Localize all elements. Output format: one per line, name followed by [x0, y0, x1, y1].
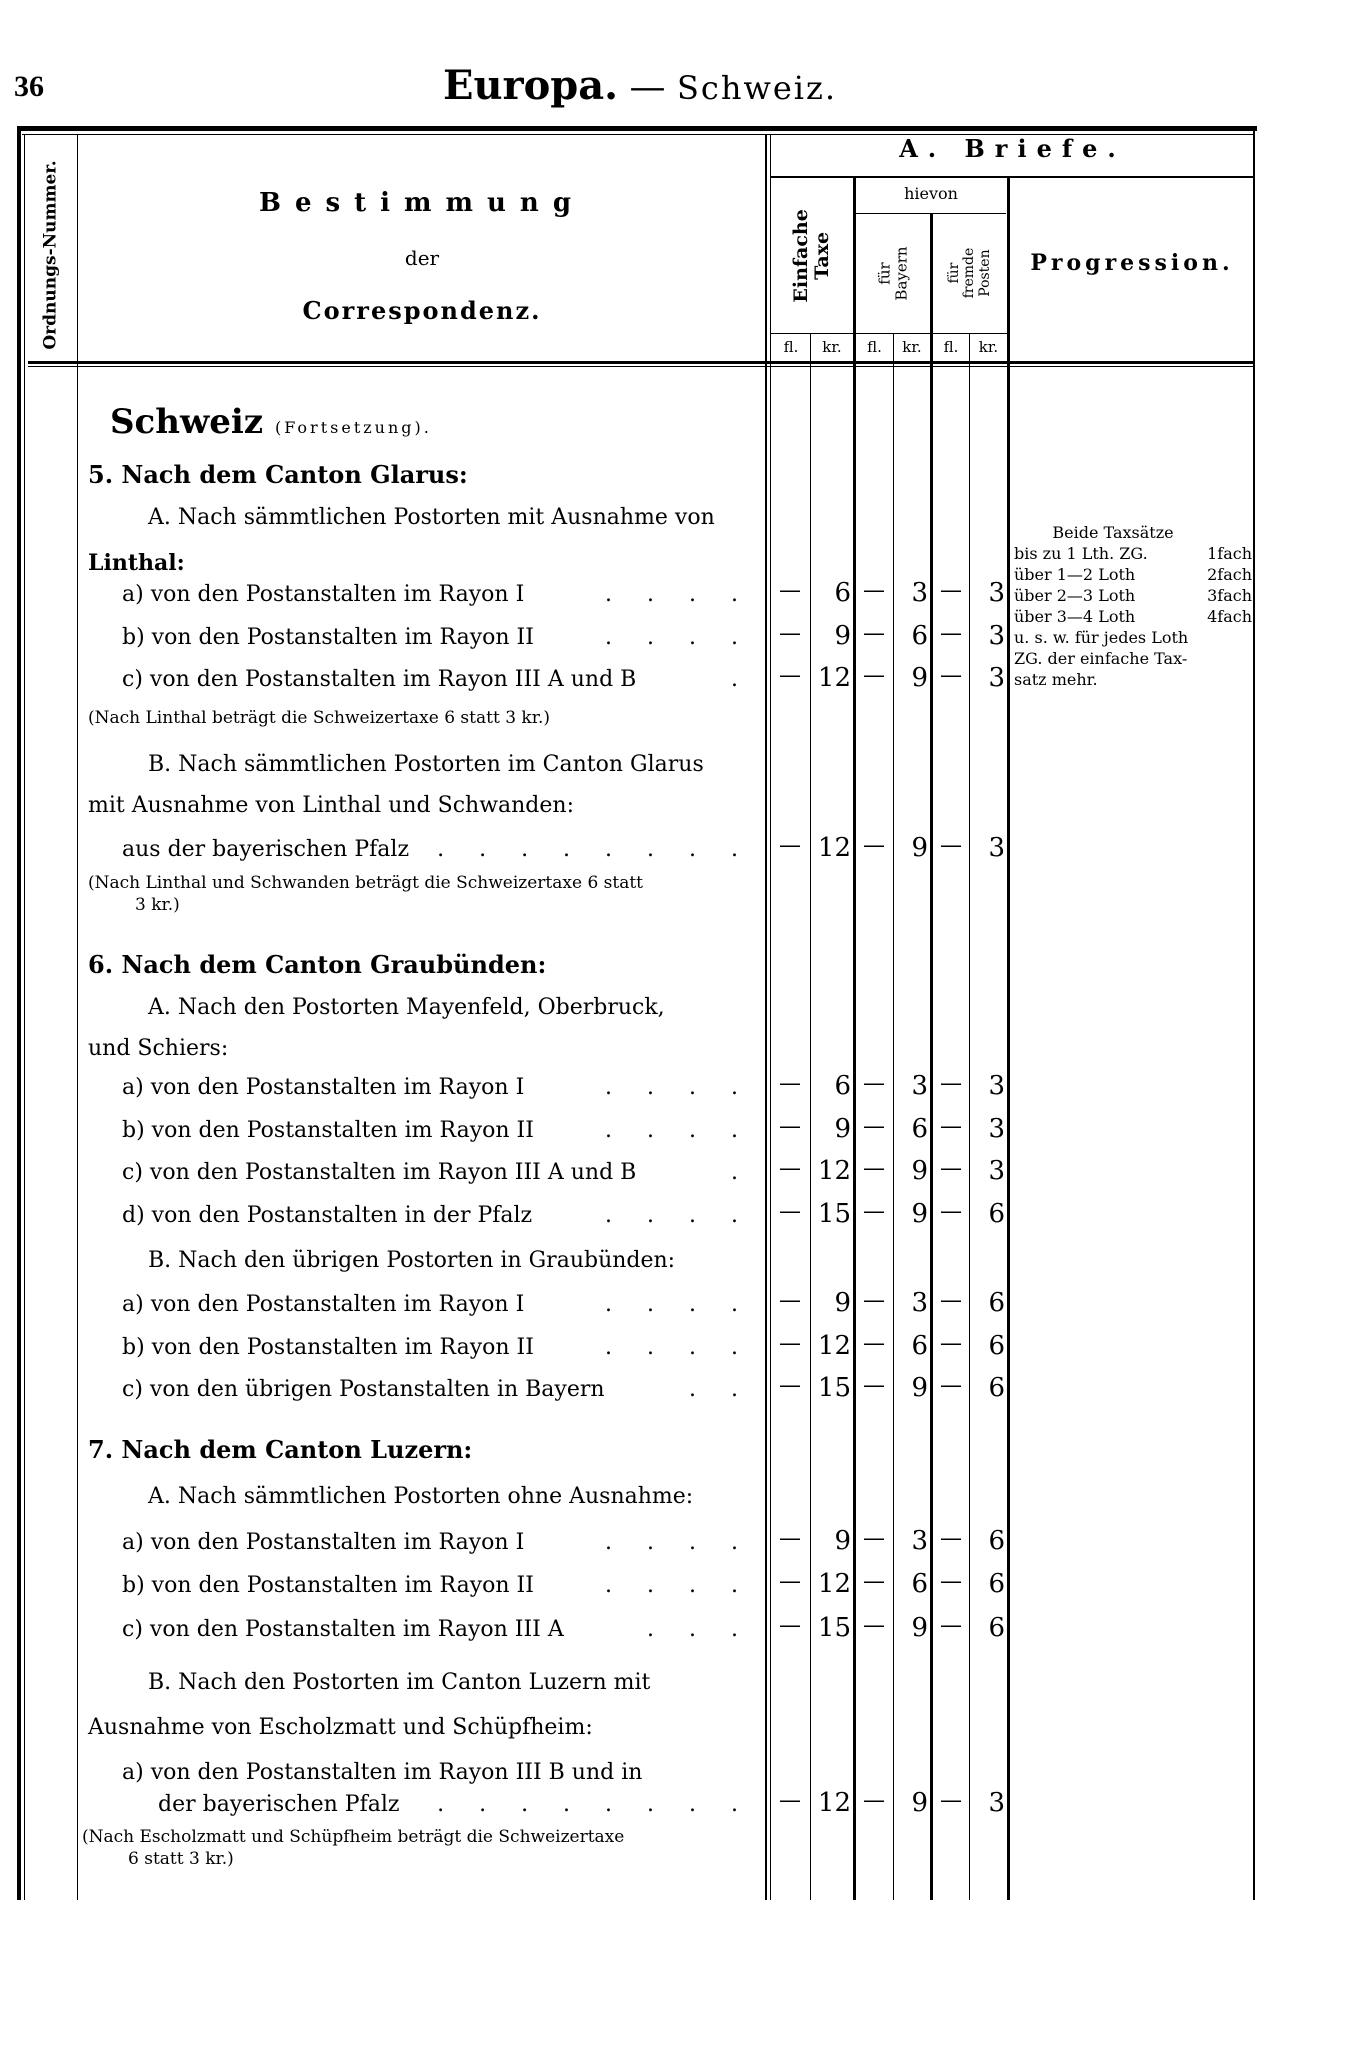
- cell-einfach-fl: —: [779, 1788, 801, 1813]
- cell-einfach-kr: 15: [817, 1199, 851, 1229]
- cell-bayern-fl: —: [863, 1788, 885, 1813]
- progression-line: [1014, 564, 1252, 585]
- row-label: c) von den Postanstalten im Rayon III A und B: [122, 1160, 637, 1185]
- row-label: a) von den Postanstalten im Rayon I: [122, 1075, 525, 1100]
- cell-bayern-fl: —: [863, 1373, 885, 1398]
- fuer-bayern-label: für Bayern: [875, 246, 910, 301]
- row-label: d) von den Postanstalten in der Pfalz: [122, 1203, 533, 1228]
- leader-dots: . .: [689, 1377, 752, 1402]
- cell-fremd-kr: 6: [988, 1288, 1005, 1318]
- progression-line-left: über 2—3 Loth: [1014, 586, 1136, 605]
- cell-bayern-kr: 9: [911, 833, 928, 863]
- cell-einfach-kr: 12: [817, 833, 851, 863]
- leader-dots: . . . . . . . .: [437, 1792, 752, 1817]
- subsection-heading: A. Nach sämmtlichen Postorten mit Ausnahme von: [148, 505, 715, 530]
- cell-fremd-fl: —: [940, 578, 962, 603]
- row-label: der bayerischen Pfalz: [158, 1792, 400, 1817]
- cell-fremd-kr: 6: [988, 1331, 1005, 1361]
- row-label: c) von den Postanstalten im Rayon III A und B: [122, 667, 637, 692]
- subsection-heading: B. Nach den Postorten im Canton Luzern mit: [148, 1670, 651, 1695]
- subsection-heading: B. Nach sämmtlichen Postorten im Canton Glarus: [148, 752, 704, 777]
- progression-line-left: über 1—2 Loth: [1014, 565, 1136, 584]
- row-label: a) von den Postanstalten im Rayon I: [122, 582, 525, 607]
- row-label: aus der bayerischen Pfalz: [122, 837, 410, 862]
- row-label: a) von den Postanstalten im Rayon I: [122, 1292, 525, 1317]
- cell-einfach-fl: —: [779, 1331, 801, 1356]
- bestimmung-correspondenz: Correspondenz.: [302, 296, 542, 325]
- leader-dots: . . . .: [605, 625, 752, 650]
- cell-einfach-kr: 9: [834, 1114, 851, 1144]
- cell-bayern-kr: 6: [911, 1569, 928, 1599]
- cell-fremd-kr: 3: [988, 663, 1005, 693]
- progression-header: Progression.: [1030, 250, 1234, 276]
- cell-einfach-fl: —: [779, 1288, 801, 1313]
- subsection-heading-cont: mit Ausnahme von Linthal und Schwanden:: [88, 793, 574, 818]
- cell-fremd-kr: 6: [988, 1526, 1005, 1556]
- cell-bayern-fl: —: [863, 1199, 885, 1224]
- table-left-inner-border: [24, 134, 25, 1900]
- cell-bayern-fl: —: [863, 1331, 885, 1356]
- row-label: b) von den Postanstalten im Rayon II: [122, 1118, 534, 1143]
- country-note: (Fortsetzung).: [274, 418, 432, 437]
- cell-fremd-kr: 6: [988, 1613, 1005, 1643]
- subsection-heading: B. Nach den übrigen Postorten in Graubünden:: [148, 1248, 676, 1273]
- cell-fremd-kr: 6: [988, 1373, 1005, 1403]
- cell-einfach-kr: 12: [817, 1569, 851, 1599]
- section-briefe-header: A. Briefe.: [899, 134, 1126, 163]
- row-label: c) von den übrigen Postanstalten in Bayern: [122, 1377, 605, 1402]
- cell-fremd-fl: —: [940, 1199, 962, 1224]
- cell-fremd-fl: —: [940, 1373, 962, 1398]
- cell-fremd-fl: —: [940, 833, 962, 858]
- cell-einfach-fl: —: [779, 1156, 801, 1181]
- fuer-fremde-posten-label: für fremde Posten: [945, 248, 993, 299]
- cell-bayern-fl: —: [863, 1071, 885, 1096]
- page-title-sub: Schweiz.: [677, 69, 838, 107]
- cell-einfach-fl: —: [779, 1373, 801, 1398]
- cell-bayern-kr: 6: [911, 1114, 928, 1144]
- leader-dots: . . . .: [605, 1335, 752, 1360]
- col-einfach-right: [853, 178, 856, 1900]
- progression-line-left: über 3—4 Loth: [1014, 607, 1136, 626]
- row-label: c) von den Postanstalten im Rayon III A: [122, 1617, 564, 1642]
- progression-line-left: bis zu 1 Lth. ZG.: [1014, 544, 1148, 563]
- leader-dots: . . . .: [605, 1292, 752, 1317]
- header-bottom-rule-thin: [28, 366, 1254, 367]
- cell-fremd-fl: —: [940, 621, 962, 646]
- leader-dots: .: [731, 667, 752, 692]
- cell-bayern-fl: —: [863, 1526, 885, 1551]
- progression-line: [1014, 543, 1252, 564]
- cell-einfach-fl: —: [779, 1199, 801, 1224]
- subsection-heading-cont: und Schiers:: [88, 1036, 229, 1061]
- cell-einfach-kr: 12: [817, 1331, 851, 1361]
- progression-line-right: 1fach: [1207, 544, 1252, 563]
- cell-einfach-kr: 9: [834, 621, 851, 651]
- page-title-main: Europa.: [442, 62, 619, 109]
- row-label: a) von den Postanstalten im Rayon I: [122, 1530, 525, 1555]
- cell-einfach-kr: 6: [834, 578, 851, 608]
- cell-fremd-fl: —: [940, 663, 962, 688]
- leader-dots: . . . .: [605, 1118, 752, 1143]
- bestimmung-divider-a: [765, 134, 767, 1900]
- cell-fremd-fl: —: [940, 1569, 962, 1594]
- country-name: Schweiz: [110, 402, 264, 442]
- ordnungs-nummer-header: [28, 150, 74, 360]
- cell-fremd-fl: —: [940, 1114, 962, 1139]
- progression-line-right: 3fach: [1207, 586, 1252, 605]
- cell-einfach-kr: 12: [817, 1788, 851, 1818]
- cell-bayern-kr: 3: [911, 1526, 928, 1556]
- cell-einfach-fl: —: [779, 833, 801, 858]
- einfache-taxe-header: [772, 180, 852, 332]
- cell-einfach-kr: 12: [817, 663, 851, 693]
- table-left-border: [17, 126, 21, 1900]
- cell-einfach-fl: —: [779, 1526, 801, 1551]
- row-label: b) von den Postanstalten im Rayon II: [122, 625, 534, 650]
- cell-bayern-kr: 9: [911, 1373, 928, 1403]
- cell-fremd-kr: 3: [988, 1156, 1005, 1186]
- progression-heading: Beide Taxsätze: [1052, 523, 1174, 542]
- cell-fremd-fl: —: [940, 1331, 962, 1356]
- einfache-taxe-label: Einfache Taxe: [790, 209, 834, 303]
- leader-dots: . . .: [647, 1617, 752, 1642]
- progression-tail: ZG. der einfache Tax-: [1014, 649, 1188, 668]
- cell-einfach-kr: 9: [834, 1288, 851, 1318]
- col-fremd-right: [1007, 178, 1010, 1900]
- progression-note: [1014, 522, 1252, 690]
- cell-fremd-kr: 6: [988, 1199, 1005, 1229]
- cell-bayern-fl: —: [863, 833, 885, 858]
- subsection-heading: A. Nach den Postorten Mayenfeld, Oberbruck,: [148, 995, 665, 1020]
- table-top-rule: [17, 126, 1257, 131]
- section-heading: 6. Nach dem Canton Graubünden:: [88, 950, 547, 979]
- cell-bayern-fl: —: [863, 1114, 885, 1139]
- cell-bayern-kr: 3: [911, 1071, 928, 1101]
- cell-bayern-fl: —: [863, 1156, 885, 1181]
- section-heading: 7. Nach dem Canton Luzern:: [88, 1435, 473, 1464]
- country-heading: [110, 402, 432, 442]
- cell-fremd-fl: —: [940, 1526, 962, 1551]
- cell-einfach-kr: 15: [817, 1613, 851, 1643]
- progression-line: [1014, 606, 1252, 627]
- col-bayern-right: [930, 213, 933, 1900]
- cell-fremd-kr: 3: [988, 1071, 1005, 1101]
- bestimmung-divider-b: [770, 134, 771, 1900]
- cell-bayern-fl: —: [863, 621, 885, 646]
- cell-bayern-kr: 3: [911, 1288, 928, 1318]
- fuer-bayern-header: [856, 215, 930, 332]
- cell-bayern-kr: 6: [911, 621, 928, 651]
- cell-bayern-kr: 9: [911, 1199, 928, 1229]
- progression-line: [1014, 585, 1252, 606]
- cell-einfach-fl: —: [779, 1569, 801, 1594]
- cell-bayern-kr: 3: [911, 578, 928, 608]
- cell-bayern-kr: 9: [911, 1788, 928, 1818]
- cell-fremd-fl: —: [940, 1788, 962, 1813]
- page-title: [0, 62, 1280, 109]
- leader-dots: . . . .: [605, 1573, 752, 1598]
- ordnungs-nummer-label: Ordnungs-Nummer.: [41, 160, 61, 350]
- cell-einfach-kr: 9: [834, 1526, 851, 1556]
- bestimmung-der: der: [404, 246, 440, 270]
- briefe-band-rule: [770, 176, 1254, 178]
- subsection-heading-cont: Ausnahme von Escholzmatt und Schüpfheim:: [88, 1715, 593, 1740]
- cell-einfach-fl: —: [779, 663, 801, 688]
- unit-bayern-kr: kr.: [902, 338, 922, 356]
- note: (Nach Linthal beträgt die Schweizertaxe 6 statt 3 kr.): [88, 708, 551, 728]
- cell-bayern-kr: 9: [911, 1156, 928, 1186]
- subsection-heading-cont: Linthal:: [88, 550, 185, 576]
- cell-bayern-kr: 9: [911, 663, 928, 693]
- cell-fremd-kr: 6: [988, 1569, 1005, 1599]
- note: (Nach Linthal und Schwanden beträgt die Schweizertaxe 6 statt: [88, 873, 644, 893]
- row-label: b) von den Postanstalten im Rayon II: [122, 1335, 534, 1360]
- section-heading: 5. Nach dem Canton Glarus:: [88, 460, 468, 489]
- cell-einfach-kr: 12: [817, 1156, 851, 1186]
- note: (Nach Escholzmatt und Schüpfheim beträgt die Schweizertaxe: [82, 1827, 625, 1847]
- page-number: 36: [14, 70, 44, 103]
- progression-tail: u. s. w. für jedes Loth: [1014, 628, 1189, 647]
- row-label: b) von den Postanstalten im Rayon II: [122, 1573, 534, 1598]
- unit-bayern-fl: fl.: [867, 338, 882, 356]
- cell-fremd-kr: 3: [988, 833, 1005, 863]
- progression-line-right: 4fach: [1207, 607, 1252, 626]
- unit-einfach-fl: fl.: [783, 338, 799, 356]
- units-rule: [770, 333, 1008, 334]
- cell-fremd-kr: 3: [988, 1114, 1005, 1144]
- unit-fremd-fl: fl.: [943, 338, 959, 356]
- cell-fremd-fl: —: [940, 1156, 962, 1181]
- cell-fremd-fl: —: [940, 1071, 962, 1096]
- cell-fremd-fl: —: [940, 1613, 962, 1638]
- fuer-fremde-posten-header: [933, 215, 1007, 332]
- note-cont: 6 statt 3 kr.): [128, 1849, 234, 1869]
- cell-einfach-kr: 6: [834, 1071, 851, 1101]
- cell-bayern-fl: —: [863, 578, 885, 603]
- leader-dots: . . . . . . . .: [437, 837, 752, 862]
- cell-bayern-kr: 9: [911, 1613, 928, 1643]
- note-cont: 3 kr.): [135, 895, 180, 915]
- cell-fremd-kr: 3: [988, 621, 1005, 651]
- cell-einfach-fl: —: [779, 1613, 801, 1638]
- leader-dots: .: [731, 1160, 752, 1185]
- cell-bayern-fl: —: [863, 1569, 885, 1594]
- hievon-header: hievon: [904, 184, 958, 203]
- cell-bayern-kr: 6: [911, 1331, 928, 1361]
- subsection-heading: A. Nach sämmtlichen Postorten ohne Ausnahme:: [148, 1484, 694, 1509]
- cell-fremd-fl: —: [940, 1288, 962, 1313]
- table-right-border: [1253, 126, 1255, 1900]
- leader-dots: . . . .: [605, 1203, 752, 1228]
- leader-dots: . . . .: [605, 1530, 752, 1555]
- cell-einfach-kr: 15: [817, 1373, 851, 1403]
- header-bottom-rule: [28, 361, 1254, 364]
- cell-fremd-kr: 3: [988, 1788, 1005, 1818]
- progression-line-right: 2fach: [1207, 565, 1252, 584]
- row-label-first-line: a) von den Postanstalten im Rayon III B und in: [122, 1760, 643, 1785]
- ordnung-column-divider: [77, 134, 78, 1900]
- progression-tail: satz mehr.: [1014, 670, 1098, 689]
- cell-bayern-fl: —: [863, 1288, 885, 1313]
- leader-dots: . . . .: [605, 582, 752, 607]
- leader-dots: . . . .: [605, 1075, 752, 1100]
- cell-einfach-fl: —: [779, 1071, 801, 1096]
- bestimmung-header: Bestimmung: [258, 188, 586, 218]
- cell-bayern-fl: —: [863, 663, 885, 688]
- cell-fremd-kr: 3: [988, 578, 1005, 608]
- cell-einfach-fl: —: [779, 578, 801, 603]
- cell-einfach-fl: —: [779, 621, 801, 646]
- unit-fremd-kr: kr.: [978, 338, 999, 356]
- title-separator: —: [629, 67, 666, 108]
- cell-einfach-fl: —: [779, 1114, 801, 1139]
- unit-einfach-kr: kr.: [822, 338, 842, 356]
- cell-bayern-fl: —: [863, 1613, 885, 1638]
